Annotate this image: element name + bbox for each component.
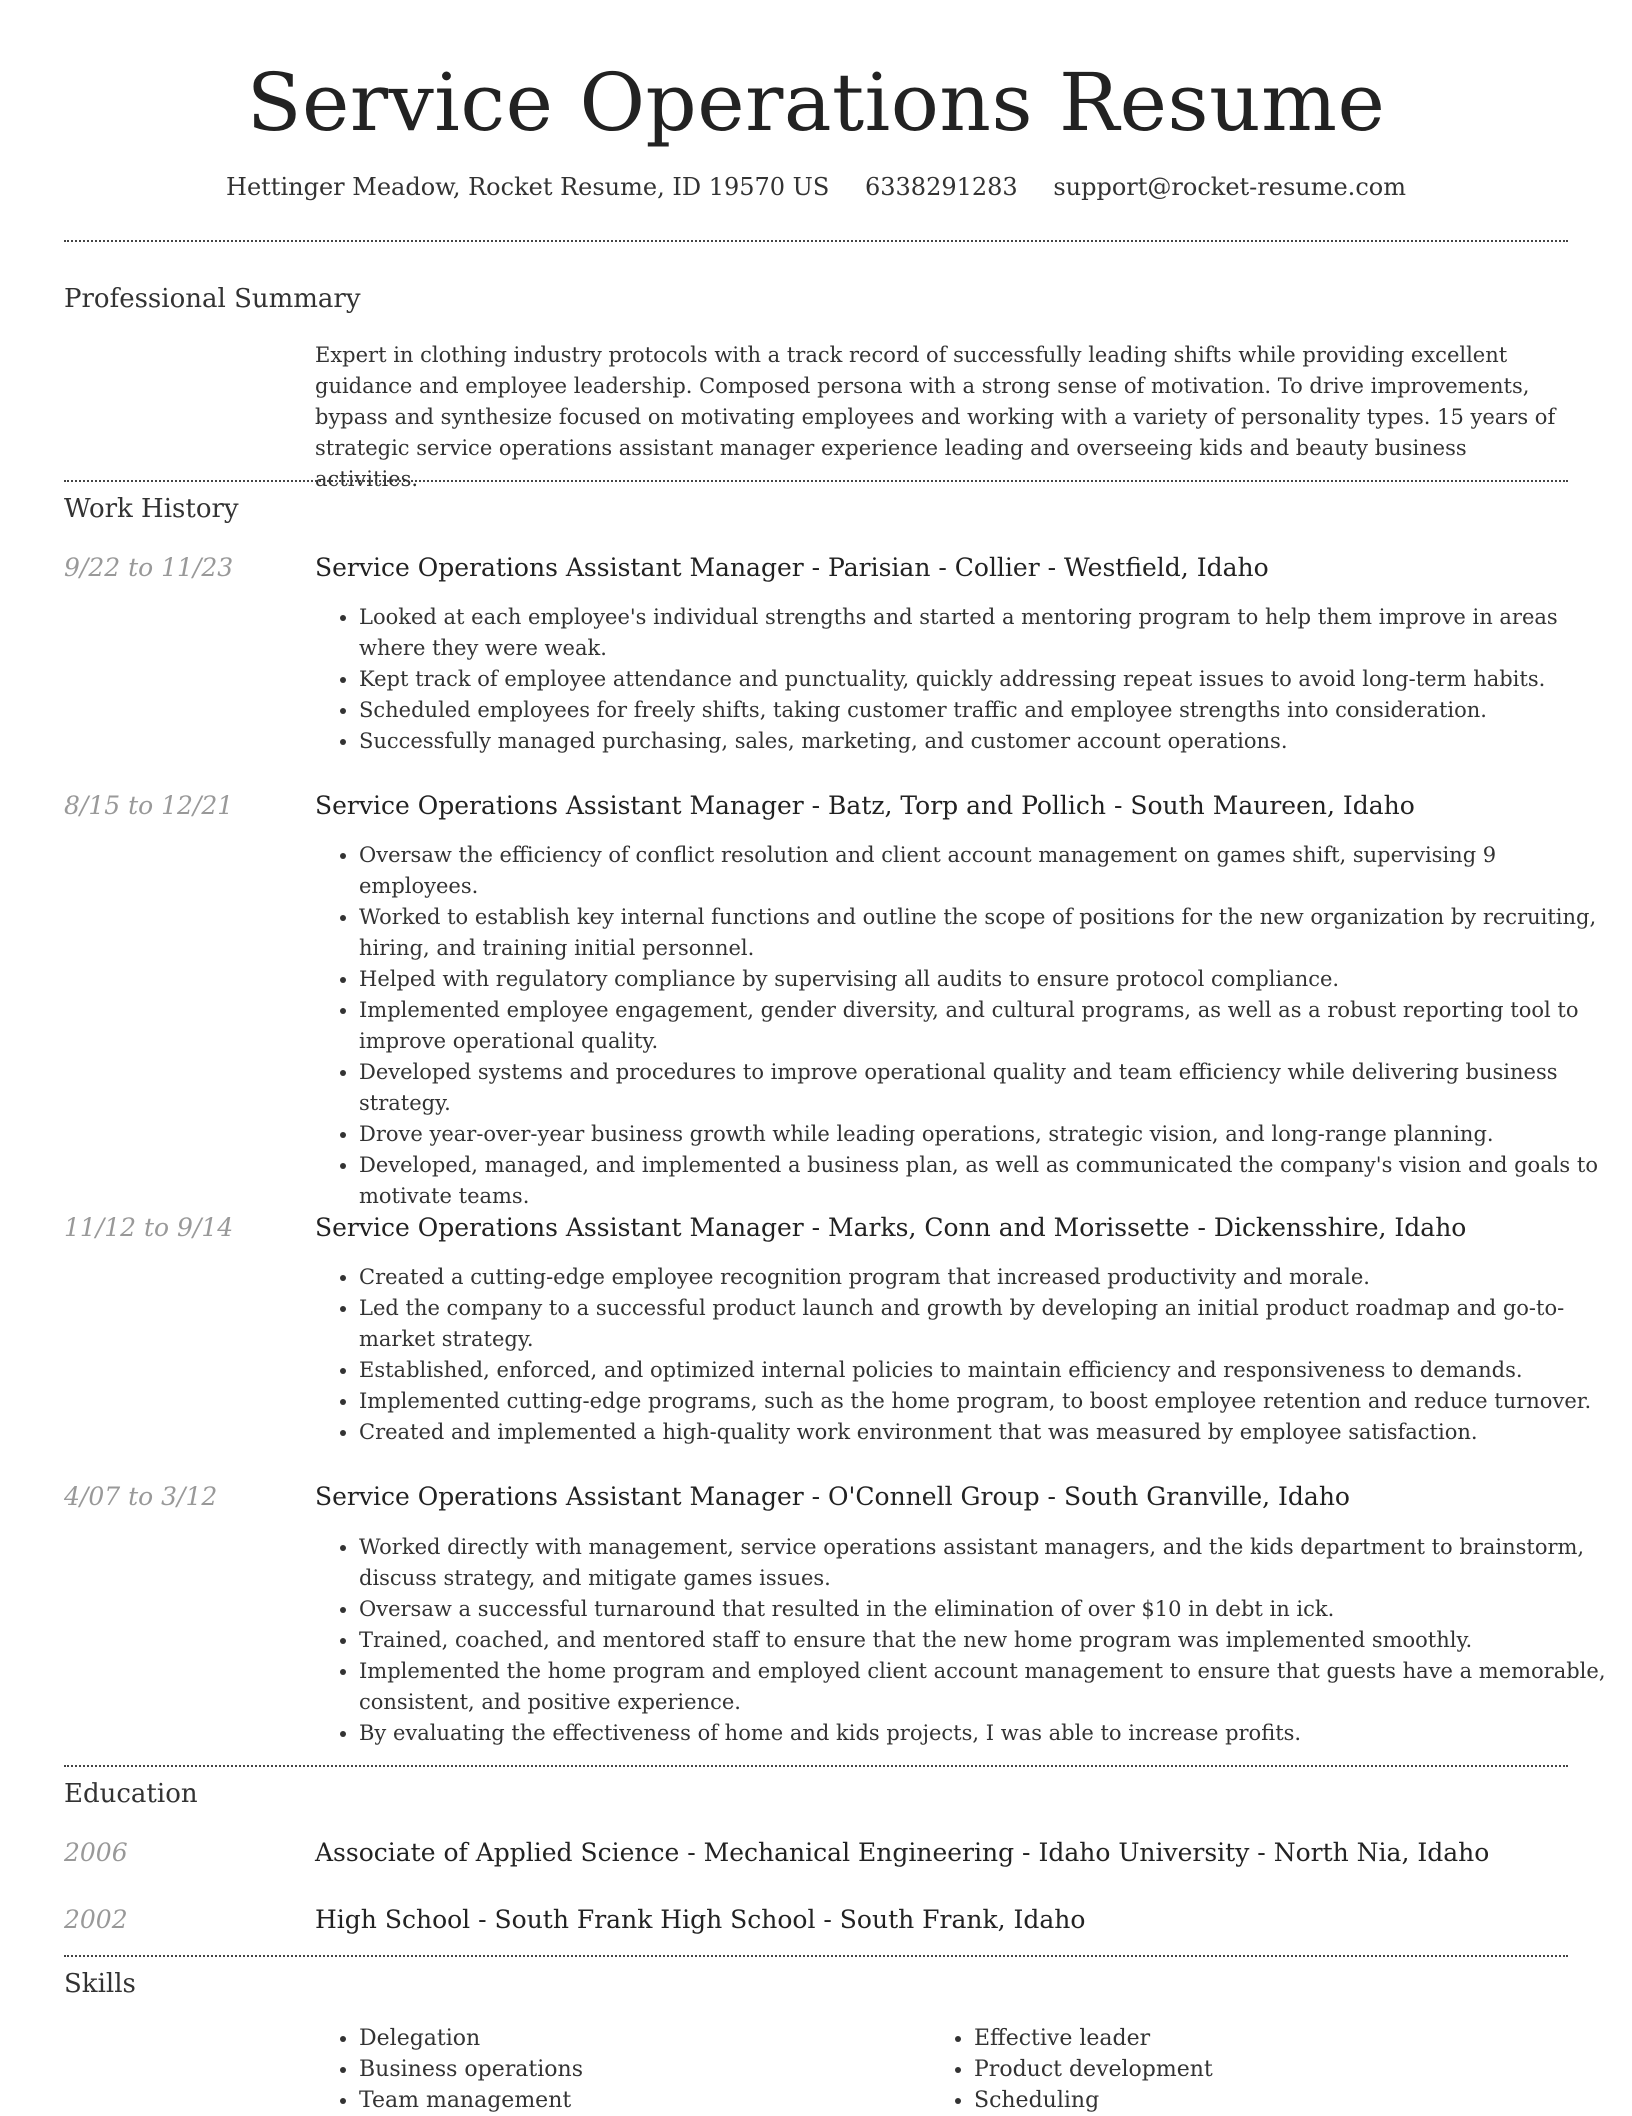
- job-bullet: • Worked directly with management, service operations assistant managers, and the kids department to brainstorm, discuss strategy, and mitigate games issues.: [359, 1532, 1612, 1594]
- job-bullet: • Established, enforced, and optimized internal policies to maintain efficiency and responsiveness to demands.: [359, 1355, 1612, 1386]
- job-bullet: • Scheduled employees for freely shifts, taking customer traffic and employee strengths into consideration.: [359, 695, 1612, 726]
- job-bullet: • Trained, coached, and mentored staff to ensure that the new home program was implemented smoothly.: [359, 1625, 1612, 1656]
- skills-list-right: [930, 2023, 1534, 2116]
- job-bullet: • Developed systems and procedures to improve operational quality and team efficiency while delivering business strategy.: [359, 1057, 1612, 1119]
- skill-item: • Team management: [359, 2085, 919, 2116]
- contact-phone: 6338291283: [865, 173, 1018, 201]
- job-bullet: • Looked at each employee's individual strengths and started a mentoring program to help them improve in areas where they were weak.: [359, 602, 1612, 664]
- education-title: Associate of Applied Science - Mechanical Engineering - Idaho University - North Nia, Idaho: [315, 1838, 1490, 1867]
- job-bullet: • Worked to establish key internal functions and outline the scope of positions for the new organization by recruiting, hiring, and training initial personnel.: [359, 902, 1612, 964]
- summary-heading: Professional Summary: [64, 284, 361, 314]
- summary-text: Expert in clothing industry protocols with a track record of successfully leading shifts while providing excellent guidance and employee leadership. Composed persona with a strong sense of motivation. To drive improvements, bypass and synthesize focused on motivating employees and working with a variety of personality types. 15 years of strategic service operations assistant manager experience leading and overseeing kids and beauty business activities.: [315, 343, 1556, 491]
- job-bullets: [315, 1262, 1612, 1448]
- job-bullet: • Implemented the home program and employed client account management to ensure that guests have a memorable, consistent, and positive experience.: [359, 1656, 1612, 1718]
- section-divider: [64, 240, 1568, 242]
- skill-item: • Scheduling: [974, 2085, 1534, 2116]
- skill-item: • Business operations: [359, 2054, 919, 2085]
- contact-line: [0, 173, 1632, 201]
- job-bullet: • Successfully managed purchasing, sales, marketing, and customer account operations.: [359, 726, 1612, 757]
- job-bullet: • Led the company to a successful product launch and growth by developing an initial product roadmap and go-to-market strategy.: [359, 1293, 1612, 1355]
- job-bullets: [315, 602, 1612, 757]
- education-year: 2002: [64, 1905, 128, 1934]
- resume-title: Service Operations Resume: [246, 56, 1386, 149]
- job-bullet: • Drove year-over-year business growth while leading operations, strategic vision, and long-range planning.: [359, 1119, 1612, 1150]
- section-divider: [64, 480, 1568, 482]
- job-bullet: • Kept track of employee attendance and punctuality, quickly addressing repeat issues to avoid long-term habits.: [359, 664, 1612, 695]
- section-divider: [64, 1765, 1568, 1767]
- job-title: Service Operations Assistant Manager - O'Connell Group - South Granville, Idaho: [315, 1482, 1350, 1511]
- job-dates: 9/22 to 11/23: [64, 553, 234, 582]
- job-bullets: [315, 840, 1612, 1212]
- job-bullet: • Created a cutting-edge employee recognition program that increased productivity and morale.: [359, 1262, 1612, 1293]
- job-title: Service Operations Assistant Manager - Marks, Conn and Morissette - Dickensshire, Idaho: [315, 1213, 1467, 1242]
- skill-item: • Effective leader: [974, 2023, 1534, 2054]
- job-dates: 8/15 to 12/21: [64, 791, 234, 820]
- summary-block: [315, 340, 1568, 495]
- job-bullet: • Implemented cutting-edge programs, such as the home program, to boost employee retention and reduce turnover.: [359, 1386, 1612, 1417]
- job-bullet: • Developed, managed, and implemented a business plan, as well as communicated the company's vision and goals to motivate teams.: [359, 1150, 1612, 1212]
- job-dates: 11/12 to 9/14: [64, 1213, 234, 1242]
- job-bullet: • Oversaw a successful turnaround that resulted in the elimination of over $10 in debt in ick.: [359, 1594, 1612, 1625]
- job-dates: 4/07 to 3/12: [64, 1482, 218, 1511]
- job-bullets: [315, 1532, 1612, 1749]
- job-bullet: • Created and implemented a high-quality work environment that was measured by employee satisfaction.: [359, 1417, 1612, 1448]
- job-bullet: • Implemented employee engagement, gender diversity, and cultural programs, as well as a robust reporting tool to improve operational quality.: [359, 995, 1612, 1057]
- job-bullet: • Oversaw the efficiency of conflict resolution and client account management on games shift, supervising 9 employees.: [359, 840, 1612, 902]
- job-bullet: • By evaluating the effectiveness of home and kids projects, I was able to increase profits.: [359, 1718, 1612, 1749]
- job-title: Service Operations Assistant Manager - Parisian - Collier - Westfield, Idaho: [315, 553, 1269, 582]
- job-title: Service Operations Assistant Manager - Batz, Torp and Pollich - South Maureen, Idaho: [315, 791, 1415, 820]
- education-title: High School - South Frank High School - South Frank, Idaho: [315, 1905, 1086, 1934]
- job-bullet: • Helped with regulatory compliance by supervising all audits to ensure protocol compliance.: [359, 964, 1612, 995]
- education-year: 2006: [64, 1838, 128, 1867]
- skills-list-left: [315, 2023, 919, 2116]
- section-divider: [64, 1955, 1568, 1957]
- education-heading: Education: [64, 1779, 198, 1809]
- work-history-heading: Work History: [64, 494, 239, 524]
- contact-email: support@rocket-resume.com: [1053, 173, 1406, 201]
- contact-address: Hettinger Meadow, Rocket Resume, ID 19570 US: [226, 173, 830, 201]
- skill-item: • Delegation: [359, 2023, 919, 2054]
- skills-heading: Skills: [64, 1969, 136, 1999]
- skill-item: • Product development: [974, 2054, 1534, 2085]
